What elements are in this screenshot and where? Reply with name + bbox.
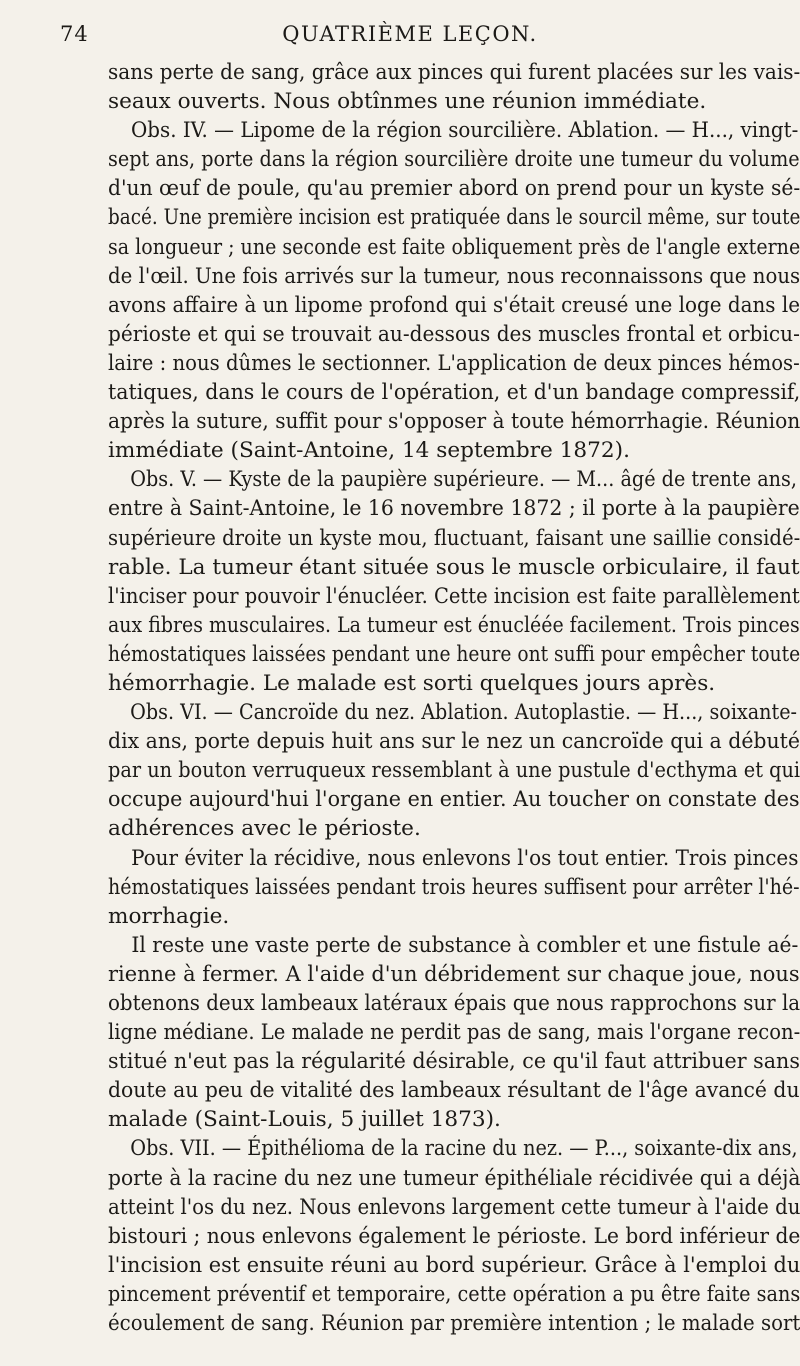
text-line: d'un œuf de poule, qu'au premier abord on prend pour un kyste sé- xyxy=(108,176,800,202)
text-line: Obs. VII. — Épithélioma de la racine du nez. — P..., soixante-dix ans, xyxy=(130,1136,798,1162)
text-line: de l'œil. Une fois arrivés sur la tumeur, nous reconnaissons que nous xyxy=(108,263,800,289)
text-line: l'incision est ensuite réuni au bord supérieur. Grâce à l'emploi du xyxy=(108,1252,800,1278)
text-line: sans perte de sang, grâce aux pinces qui furent placées sur les vais- xyxy=(108,60,800,85)
text-line: doute au peu de vitalité des lambeaux résultant de l'âge avancé du xyxy=(108,1078,800,1104)
text-line: l'inciser pour pouvoir l'énucléer. Cette incision est faite parallèlement xyxy=(108,583,800,609)
text-line: hémorrhagie. Le malade est sorti quelques jours après. xyxy=(108,670,716,696)
page-number: 74 xyxy=(60,22,89,46)
text-line: seaux ouverts. Nous obtînmes une réunion immédiate. xyxy=(108,89,707,115)
text-line: Pour éviter la récidive, nous enlevons l'os tout entier. Trois pinces xyxy=(131,845,799,871)
text-line: adhérences avec le périoste. xyxy=(108,816,421,842)
text-line: immédiate (Saint-Antoine, 14 septembre 1872). xyxy=(108,438,630,464)
text-line: écoulement de sang. Réunion par première intention ; le malade sort xyxy=(108,1311,800,1337)
text-line: rienne à fermer. A l'aide d'un débridement sur chaque joue, nous xyxy=(108,961,800,987)
text-line: occupe aujourd'hui l'organe en entier. Au toucher on constate des xyxy=(108,787,800,813)
text-line: supérieure droite un kyste mou, fluctuant, faisant une saillie considé- xyxy=(108,525,800,551)
text-line: avons affaire à un lipome profond qui s'était creusé une loge dans le xyxy=(108,292,800,318)
text-line: Obs. VI. — Cancroïde du nez. Ablation. Autoplastie. — H..., soixante- xyxy=(130,700,798,726)
text-line: hémostatiques laissées pendant une heure ont suffi pour empêcher toute xyxy=(108,641,800,667)
text-line: morrhagie. xyxy=(108,903,230,929)
text-line: sa longueur ; une seconde est faite obliquement près de l'angle externe xyxy=(108,234,800,260)
text-line: aux fibres musculaires. La tumeur est énucléée facilement. Trois pinces xyxy=(108,612,800,638)
text-line: par un bouton verruqueux ressemblant à une pustule d'ecthyma et qui xyxy=(108,758,800,784)
text-line: malade (Saint-Louis, 5 juillet 1873). xyxy=(108,1107,501,1133)
text-line: Obs. IV. — Lipome de la région sourcilière. Ablation. — H..., vingt- xyxy=(131,118,799,144)
text-line: porte à la racine du nez une tumeur épithéliale récidivée qui a déjà xyxy=(108,1165,800,1191)
text-line: bacé. Une première incision est pratiquée dans le sourcil même, sur toute xyxy=(108,205,800,231)
page-header xyxy=(60,22,760,52)
text-line: stitué n'eut pas la régularité désirable, ce qu'il faut attribuer sans xyxy=(108,1049,800,1075)
text-line: après la suture, suffit pour s'opposer à toute hémorrhagie. Réunion xyxy=(108,409,800,435)
text-line: entre à Saint-Antoine, le 16 novembre 1872 ; il porte à la paupière xyxy=(108,496,800,522)
text-line: Il reste une vaste perte de substance à combler et une fistule aé- xyxy=(131,932,799,958)
body-text xyxy=(108,58,800,1338)
text-line: rable. La tumeur étant située sous le muscle orbiculaire, il faut xyxy=(108,554,800,580)
text-line: atteint l'os du nez. Nous enlevons largement cette tumeur à l'aide du xyxy=(108,1194,800,1220)
text-line: Obs. V. — Kyste de la paupière supérieure. — M... âgé de trente ans, xyxy=(130,467,798,493)
text-line: sept ans, porte dans la région sourcilière droite une tumeur du volume xyxy=(108,147,800,173)
text-line: obtenons deux lambeaux latéraux épais que nous rapprochons sur la xyxy=(108,991,800,1016)
text-line: ligne médiane. Le malade ne perdit pas de sang, mais l'organe recon- xyxy=(108,1020,800,1046)
text-line: laire : nous dûmes le sectionner. L'application de deux pinces hémos- xyxy=(108,350,800,376)
text-line: bistouri ; nous enlevons également le périoste. Le bord inférieur de xyxy=(108,1223,800,1249)
text-line: hémostatiques laissées pendant trois heures suffisent pour arrêter l'hé- xyxy=(108,874,800,900)
text-line: pincement préventif et temporaire, cette opération a pu être faite sans xyxy=(108,1281,800,1307)
text-line: dix ans, porte depuis huit ans sur le nez un cancroïde qui a débuté xyxy=(108,729,800,755)
text-line: tatiques, dans le cours de l'opération, et d'un bandage compressif, xyxy=(108,380,800,406)
running-title: QUATRIÈME LEÇON. xyxy=(282,22,538,46)
text-line: périoste et qui se trouvait au-dessous des muscles frontal et orbicu- xyxy=(108,321,800,347)
